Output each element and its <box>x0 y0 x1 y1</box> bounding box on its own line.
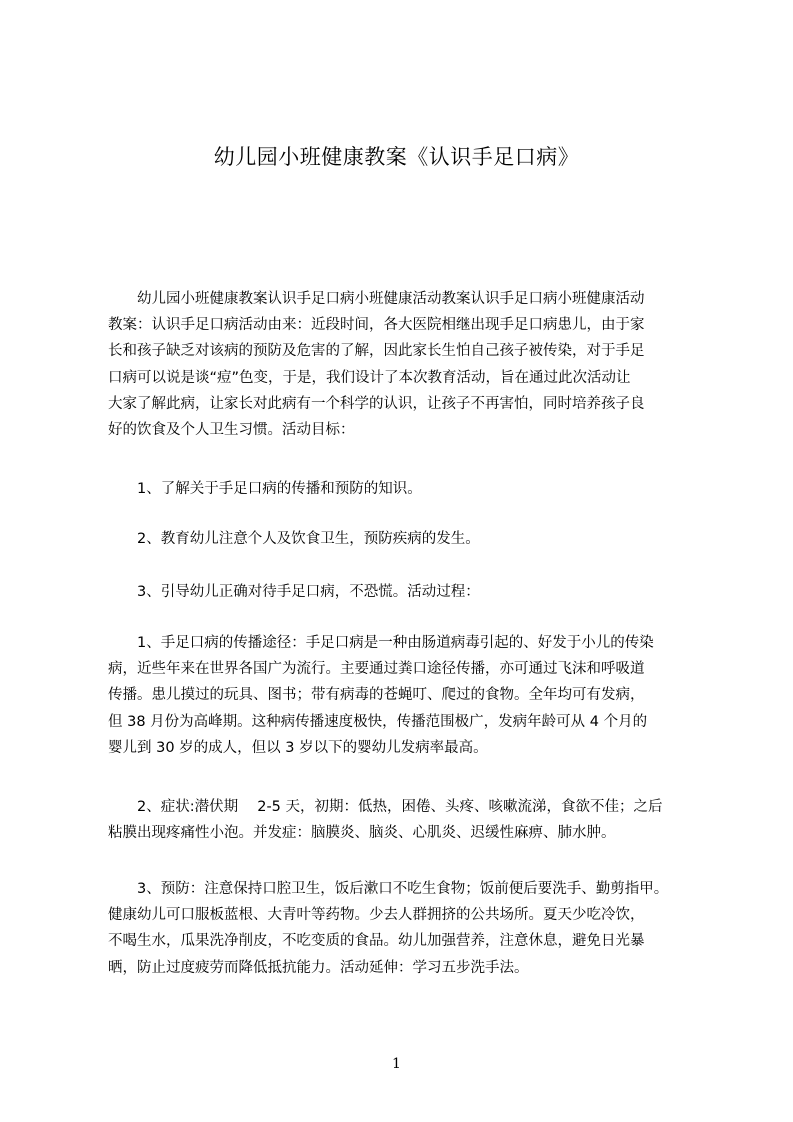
page-number: 1 <box>392 1056 401 1072</box>
process-paragraph-3 <box>108 876 728 981</box>
text-line: 幼儿园小班健康教案认识手足口病小班健康活动教案认识手足口病小班健康活动 <box>108 291 645 307</box>
text-line: 但 38 月份为高峰期。这种病传播速度极快，传播范围极广，发病年龄可从 4 个月的 <box>108 713 648 730</box>
text-line: 健康幼儿可口服板蓝根、大青叶等药物。少去人群拥挤的公共场所。夏天少吃冷饮， <box>108 907 645 924</box>
text-line: 传播。患儿摸过的玩具、图书；带有病毒的苍蝇叮、爬过的食物。全年均可有发病， <box>108 687 645 704</box>
text-line: 3、预防：注意保持口腔卫生，饭后漱口不吃生食物；饭前便后要洗手、勤剪指甲。 <box>108 881 669 897</box>
text-line: 长和孩子缺乏对该病的预防及危害的了解，因此家长生怕自己孩子被传染，对于手足 <box>108 343 645 360</box>
text-line: 1、手足口病的传播途径：手足口病是一种由肠道病毒引起的、好发于小儿的传染 <box>108 635 654 651</box>
text-line: 大家了解此病，让家长对此病有一个科学的认识，让孩子不再害怕，同时培养孩子良 <box>108 395 645 412</box>
text-line: 晒，防止过度疲劳而降低抵抗能力。活动延伸：学习五步洗手法。 <box>108 959 529 976</box>
text-line: 2、症状:潜伏期 2-5 天，初期：低热，困倦、头疼、咳嗽流涕，食欲不佳；之后 <box>108 799 663 815</box>
process-paragraph-1 <box>108 630 728 761</box>
text-line: 2、教育幼儿注意个人及饮食卫生，预防疾病的发生。 <box>108 531 480 547</box>
goal-item-3 <box>108 579 728 605</box>
text-line: 粘膜出现疼痛性小泡。并发症：脑膜炎、脑炎、心肌炎、迟缓性麻痹、肺水肿。 <box>108 825 616 842</box>
text-line: 口病可以说是谈“痘”色变，于是，我们设计了本次教育活动，旨在通过此次活动让 <box>108 369 631 386</box>
text-line: 教案：认识手足口病活动由来：近段时间，各大医院相继出现手足口病患儿，由于家 <box>108 317 645 334</box>
process-paragraph-2 <box>108 794 728 846</box>
text-line: 1、了解关于手足口病的传播和预防的知识。 <box>108 481 422 497</box>
text-line: 不喝生水，瓜果洗净削皮，不吃变质的食品。幼儿加强营养，注意休息，避免日光暴 <box>108 933 645 950</box>
goal-item-1 <box>108 476 728 502</box>
intro-paragraph <box>108 286 728 443</box>
goal-item-2 <box>108 526 728 552</box>
document-title: 幼儿园小班健康教案《认识手足口病》 <box>213 145 580 169</box>
text-line: 婴儿到 30 岁的成人，但以 3 岁以下的婴幼儿发病率最高。 <box>108 739 488 756</box>
text-line: 3、引导幼儿正确对待手足口病，不恐慌。活动过程： <box>108 584 480 600</box>
text-line: 病，近些年来在世界各国广为流行。主要通过粪口途径传播，亦可通过飞沫和呼吸道 <box>108 661 645 678</box>
text-line: 好的饮食及个人卫生习惯。活动目标： <box>108 422 355 439</box>
